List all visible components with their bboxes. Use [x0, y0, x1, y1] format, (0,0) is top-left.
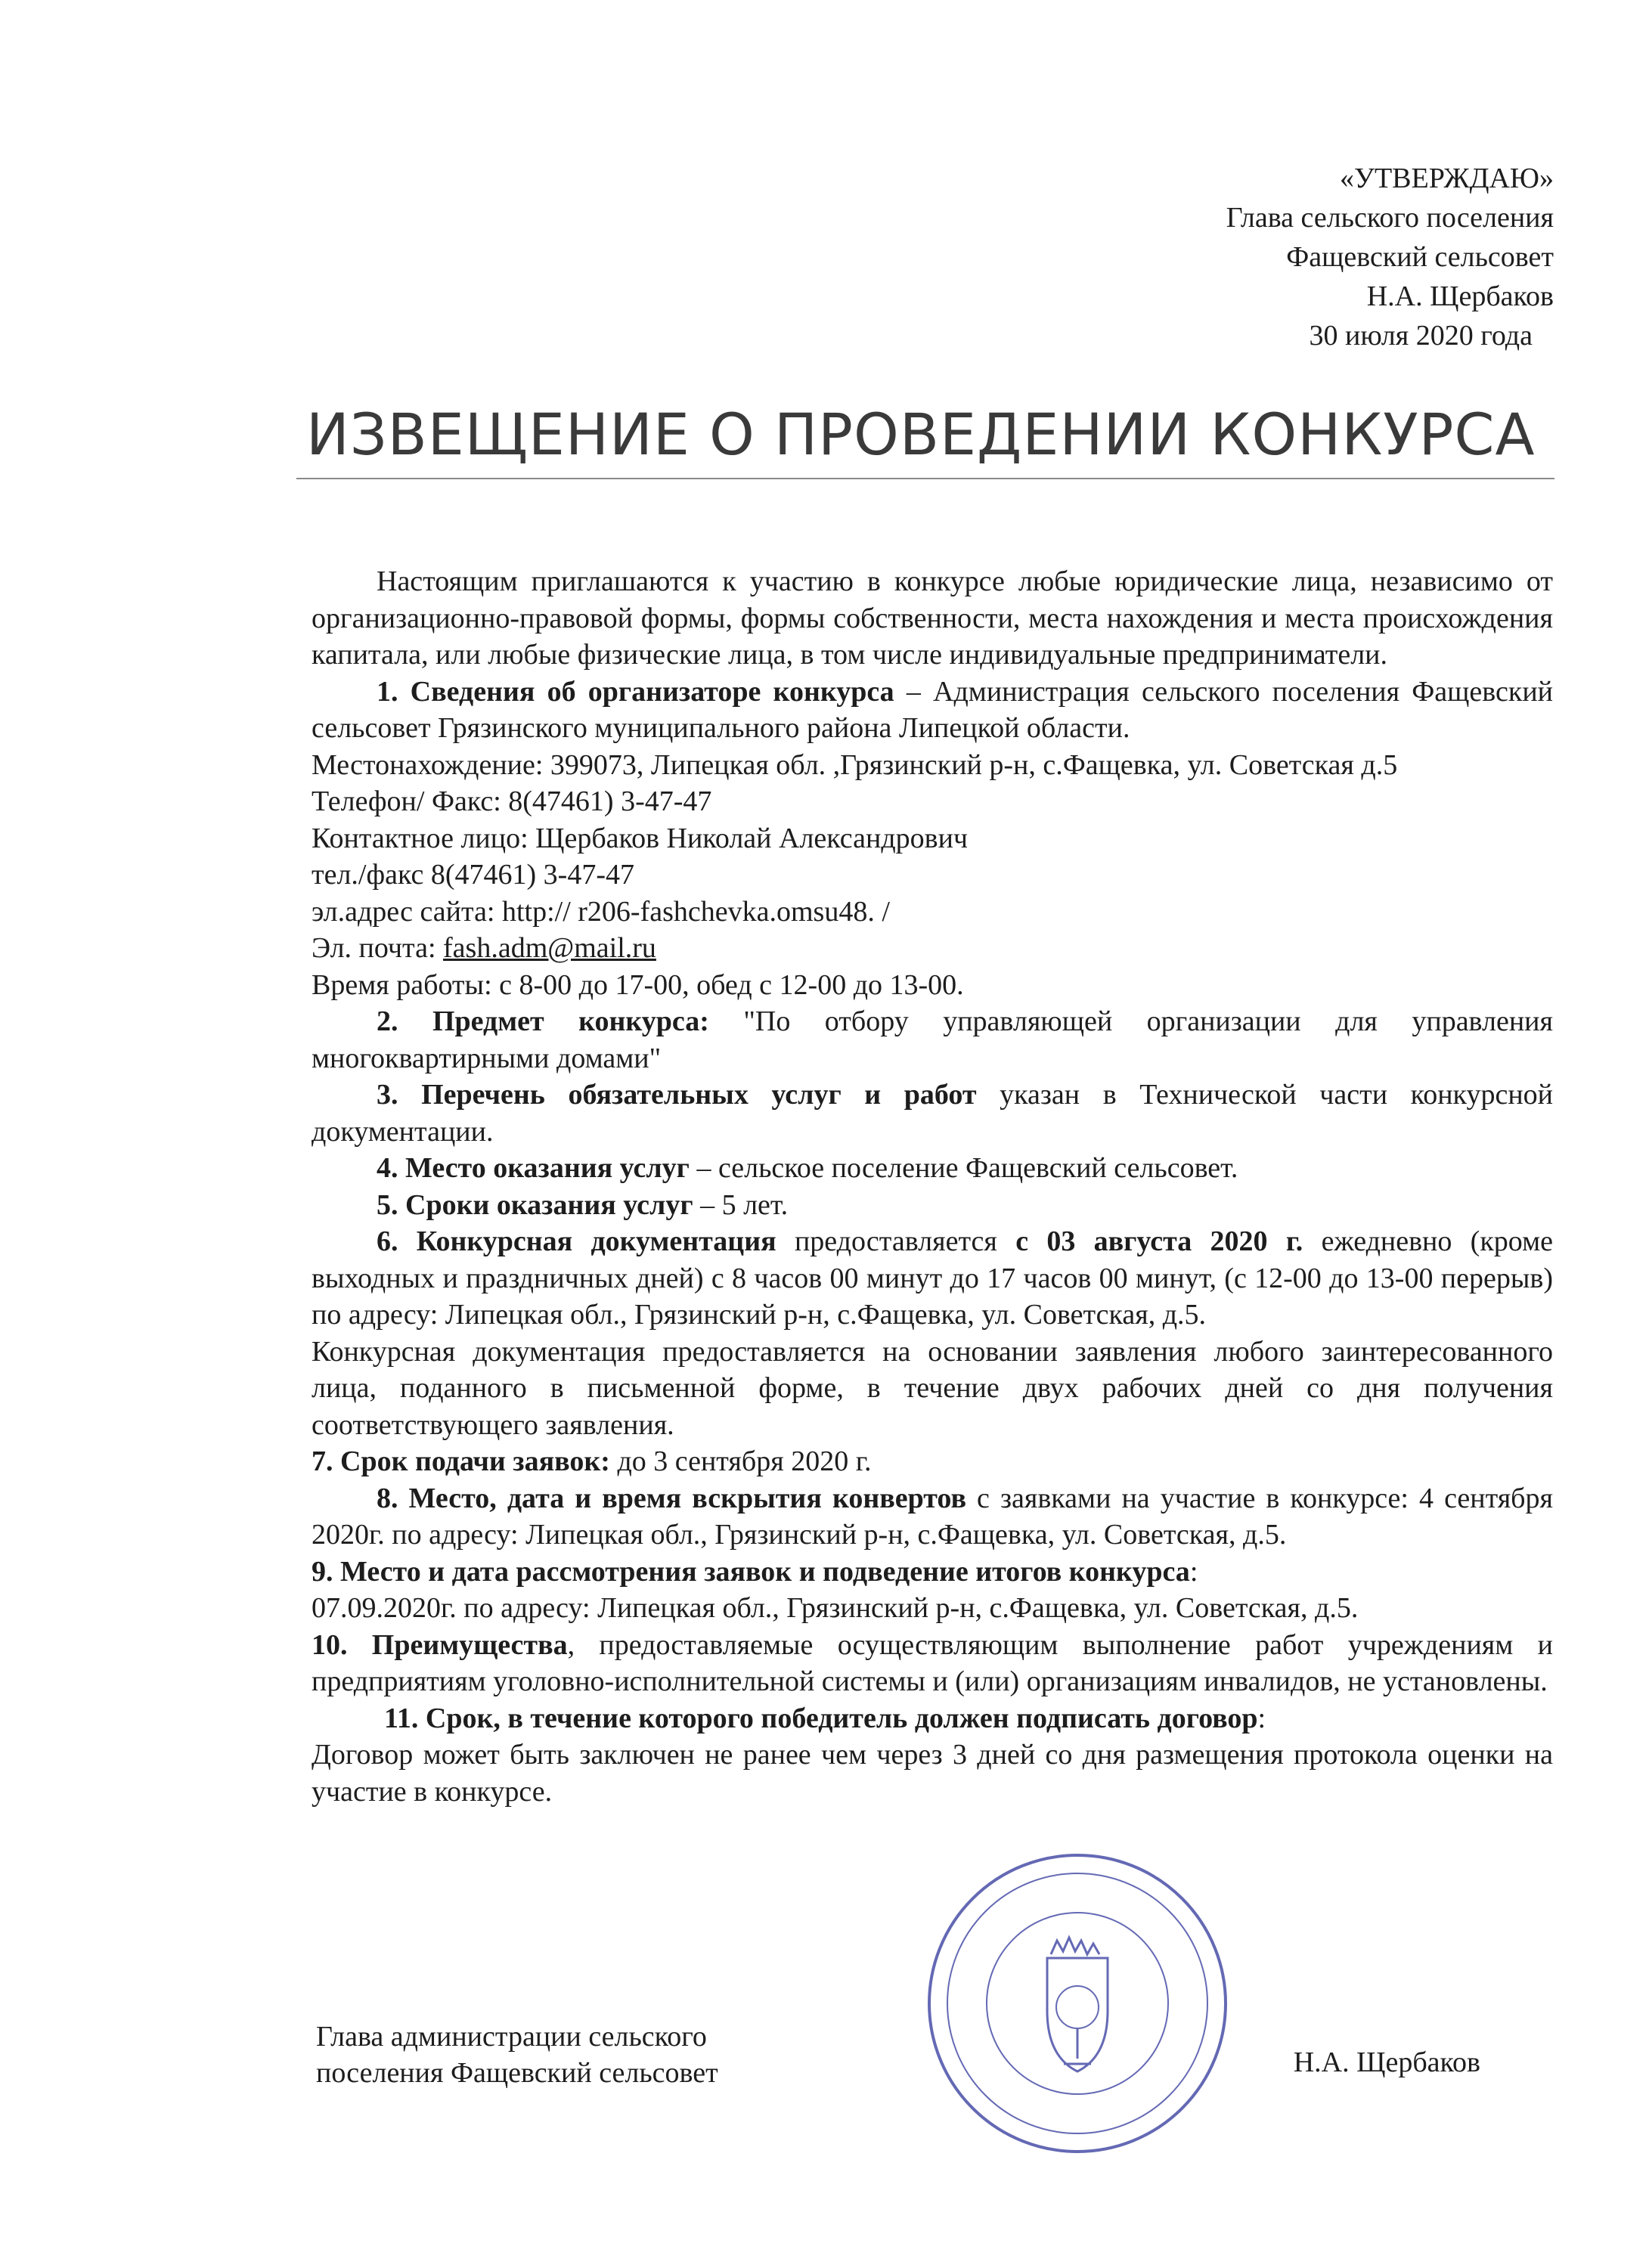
intro-paragraph: Настоящим приглашаются к участию в конкурсе любые юридические лица, независимо от организационно-правовой формы, формы собственности, места нахождения и места происхождения капитала, или любые физические лица, в том числе индивидуальные предприниматели.: [312, 565, 1553, 671]
section-8: [312, 1480, 1553, 1554]
organizer-tel: тел./факс 8(47461) 3-47-47: [312, 859, 634, 891]
section-1-text: – Администрация сельского поселения Фащевский сельсовет Грязинского муниципального района Липецкой области.: [312, 675, 1553, 744]
document-body: [312, 563, 1553, 1810]
section-3-heading: 3. Перечень обязательных услуг и работ: [377, 1079, 977, 1111]
section-5-text: – 5 лет.: [693, 1188, 789, 1221]
document-title: ИЗВЕЩЕНИЕ О ПРОВЕДЕНИИ КОНКУРСА: [306, 401, 1536, 468]
section-2-text: "По отбору управляющей организации для управления многоквартирными домами": [312, 1005, 1553, 1074]
organizer-hours: Время работы: с 8-00 до 17-00, обед с 12-00 до 13-00.: [312, 968, 964, 1001]
section-11-text: Договор может быть заключен не ранее чем через 3 дней со дня размещения протокола оценки на участие в конкурсе.: [312, 1739, 1553, 1808]
approval-position: Глава сельского поселения: [1226, 202, 1554, 234]
section-10-heading: 10. Преимущества: [312, 1628, 568, 1661]
section-6-heading: 6. Конкурсная документация: [377, 1225, 776, 1257]
section-7-heading: 7. Срок подачи заявок:: [312, 1445, 610, 1477]
organizer-phone: Телефон/ Факс: 8(47461) 3-47-47: [312, 785, 712, 817]
organizer-location: Местонахождение: 399073, Липецкая обл. ,Грязинский р-н, с.Фащевка, ул. Советская д.5: [312, 748, 1398, 781]
section-5-heading: 5. Сроки оказания услуг: [377, 1188, 693, 1221]
section-8-text: с заявками на участие в конкурсе: 4 сентября 2020г. по адресу: Липецкая обл., Грязинский р-н, с.Фащевка, ул. Советская, д.5.: [312, 1482, 1553, 1551]
title-underline: [296, 478, 1554, 479]
section-3: [312, 1077, 1553, 1150]
section-2-heading: 2. Предмет конкурса:: [377, 1005, 709, 1037]
section-3-text: указан в Технической части конкурсной документации.: [312, 1079, 1553, 1148]
signatory-position-line-2: поселения Фащевский сельсовет: [316, 2057, 718, 2089]
approval-name: Н.А. Щербаков: [1366, 280, 1554, 312]
email-label: Эл. почта:: [312, 932, 444, 964]
section-6-text-b: ежедневно (кроме выходных и праздничных дней) с 8 часов 00 минут до 17 часов 00 минут, (с 12-00 до 13-00 перерыв) по адресу: Липецкая обл., Грязинский р-н, с.Фащевка, ул. Советская, д.5.: [312, 1225, 1553, 1331]
section-4-text: – сельское поселение Фащевский сельсовет.: [689, 1152, 1238, 1184]
section-7: [312, 1443, 1553, 1480]
section-2: [312, 1003, 1553, 1077]
section-9-colon: :: [1189, 1555, 1198, 1588]
section-1-heading: 1. Сведения об организаторе конкурса: [377, 675, 894, 708]
organizer-site: эл.адрес сайта: http:// r206-fashchevka.omsu48. /: [312, 895, 890, 928]
approval-block: [1085, 159, 1554, 355]
section-11-heading: 11. Срок, в течение которого победитель должен подписать договор: [384, 1702, 1258, 1734]
section-9: [312, 1554, 1553, 1591]
section-6-date: с 03 августа 2020 г.: [1015, 1225, 1303, 1257]
section-4: [312, 1150, 1553, 1187]
organizer-contact: Контактное лицо: Щербаков Николай Александрович: [312, 822, 969, 854]
organizer-email-line: [312, 930, 1553, 967]
approval-line: «УТВЕРЖДАЮ»: [1340, 163, 1554, 194]
section-7-text: до 3 сентября 2020 г.: [609, 1445, 872, 1477]
section-6: [312, 1223, 1553, 1334]
section-5: [312, 1187, 1553, 1224]
section-6-text-a: предоставляется: [776, 1225, 1016, 1257]
signatory-name: Н.А. Щербаков: [1293, 2046, 1480, 2078]
approval-organization: Фащевский сельсовет: [1286, 241, 1554, 273]
section-1: [312, 674, 1553, 747]
email-link[interactable]: fash.adm@mail.ru: [443, 932, 656, 964]
approval-date: 30 июля 2020 года: [1309, 320, 1533, 352]
signatory-position-line-1: Глава администрации сельского: [316, 2021, 707, 2053]
section-11: [312, 1700, 1553, 1737]
section-9-text: 07.09.2020г. по адресу: Липецкая обл., Грязинский р-н, с.Фащевка, ул. Советская, д.5.: [312, 1592, 1359, 1624]
section-4-heading: 4. Место оказания услуг: [377, 1152, 690, 1184]
signatory-position: [316, 2019, 845, 2091]
section-8-heading: 8. Место, дата и время вскрытия конвертов: [377, 1482, 966, 1514]
section-10-text: , предоставляемые осуществляющим выполнение работ учреждениям и предприятиям уголовно-исполнительной системы и (или) организациям инвалидов, не установлены.: [312, 1628, 1553, 1697]
section-11-colon: :: [1257, 1702, 1266, 1734]
section-9-heading: 9. Место и дата рассмотрения заявок и подведение итогов конкурса: [312, 1555, 1190, 1588]
official-seal: [919, 1845, 1236, 2162]
section-6-extra: Конкурсная документация предоставляется на основании заявления любого заинтересованного лица, поданного в письменной форме, в течение двух рабочих дней со дня получения соответствующего заявления.: [312, 1335, 1553, 1441]
section-10: [312, 1627, 1553, 1700]
